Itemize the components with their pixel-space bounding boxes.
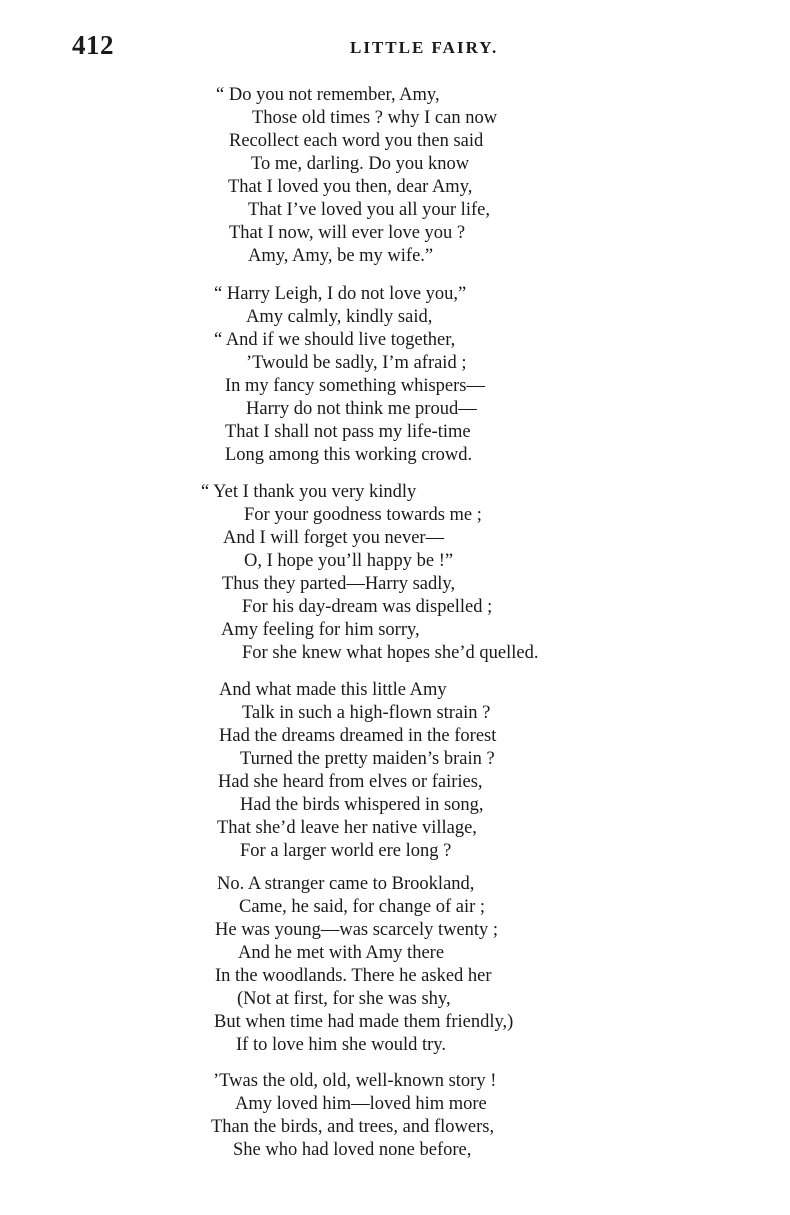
- poem-line: Harry do not think me proud—: [246, 399, 477, 419]
- poem-line: Amy loved him—loved him more: [235, 1094, 487, 1114]
- poem-line: O, I hope you’ll happy be !”: [244, 551, 454, 571]
- running-title: LITTLE FAIRY.: [350, 38, 499, 57]
- poem-line: (Not at first, for she was shy,: [237, 989, 451, 1009]
- poem-line: Thus they parted—Harry sadly,: [222, 574, 456, 594]
- poem-line: In my fancy something whispers—: [225, 376, 485, 396]
- poem-line: Turned the pretty maiden’s brain ?: [240, 749, 495, 769]
- poem-line: Recollect each word you then said: [229, 131, 484, 151]
- poem-line: For your goodness towards me ;: [244, 505, 482, 525]
- poem-line: Amy, Amy, be my wife.”: [248, 246, 434, 266]
- poem-line: That I loved you then, dear Amy,: [228, 177, 473, 197]
- poem-line: “ Do you not remember, Amy,: [216, 85, 440, 105]
- poem-line: Came, he said, for change of air ;: [239, 897, 486, 917]
- poem-line: Those old times ? why I can now: [252, 108, 498, 128]
- poem-line: That I shall not pass my life-time: [225, 422, 471, 442]
- poem-line: He was young—was scarcely twenty ;: [215, 920, 499, 940]
- poem-line: She who had loved none before,: [233, 1140, 472, 1160]
- poem-line: That I now, will ever love you ?: [229, 223, 466, 243]
- poem-line: If to love him she would try.: [236, 1035, 446, 1055]
- poem-line: ’Twould be sadly, I’m afraid ;: [246, 353, 467, 373]
- poem-line: Amy feeling for him sorry,: [221, 620, 420, 640]
- poem-line: “ And if we should live together,: [214, 330, 456, 350]
- poem-line: That I’ve loved you all your life,: [248, 200, 490, 220]
- poem-line: Had the dreams dreamed in the forest: [219, 726, 497, 746]
- poem-line: For his day-dream was dispelled ;: [242, 597, 493, 617]
- poem-line: Had the birds whispered in song,: [240, 795, 484, 815]
- poem-line: Amy calmly, kindly said,: [246, 307, 433, 327]
- poem-line: Talk in such a high-flown strain ?: [242, 703, 491, 723]
- poem-line: To me, darling. Do you know: [251, 154, 470, 174]
- poem-line: That she’d leave her native village,: [217, 818, 477, 838]
- poem-line: But when time had made them friendly,): [214, 1012, 514, 1032]
- poem-line: Than the birds, and trees, and flowers,: [211, 1117, 495, 1137]
- poem-line: Had she heard from elves or fairies,: [218, 772, 483, 792]
- poem-line: And I will forget you never—: [223, 528, 445, 548]
- poem-line: “ Yet I thank you very kindly: [201, 482, 417, 502]
- poem-line: “ Harry Leigh, I do not love you,”: [214, 284, 467, 304]
- poem-line: Long among this working crowd.: [225, 445, 473, 465]
- poem-line: And he met with Amy there: [238, 943, 445, 963]
- poem-line: For she knew what hopes she’d quelled.: [242, 643, 539, 663]
- poem-line: For a larger world ere long ?: [240, 841, 452, 861]
- poem-line: In the woodlands. There he asked her: [215, 966, 492, 986]
- poem-line: ’Twas the old, old, well-known story !: [213, 1071, 497, 1091]
- poem-line: No. A stranger came to Brookland,: [217, 874, 475, 894]
- poem-line: And what made this little Amy: [219, 680, 447, 700]
- page-number: 412: [72, 30, 114, 60]
